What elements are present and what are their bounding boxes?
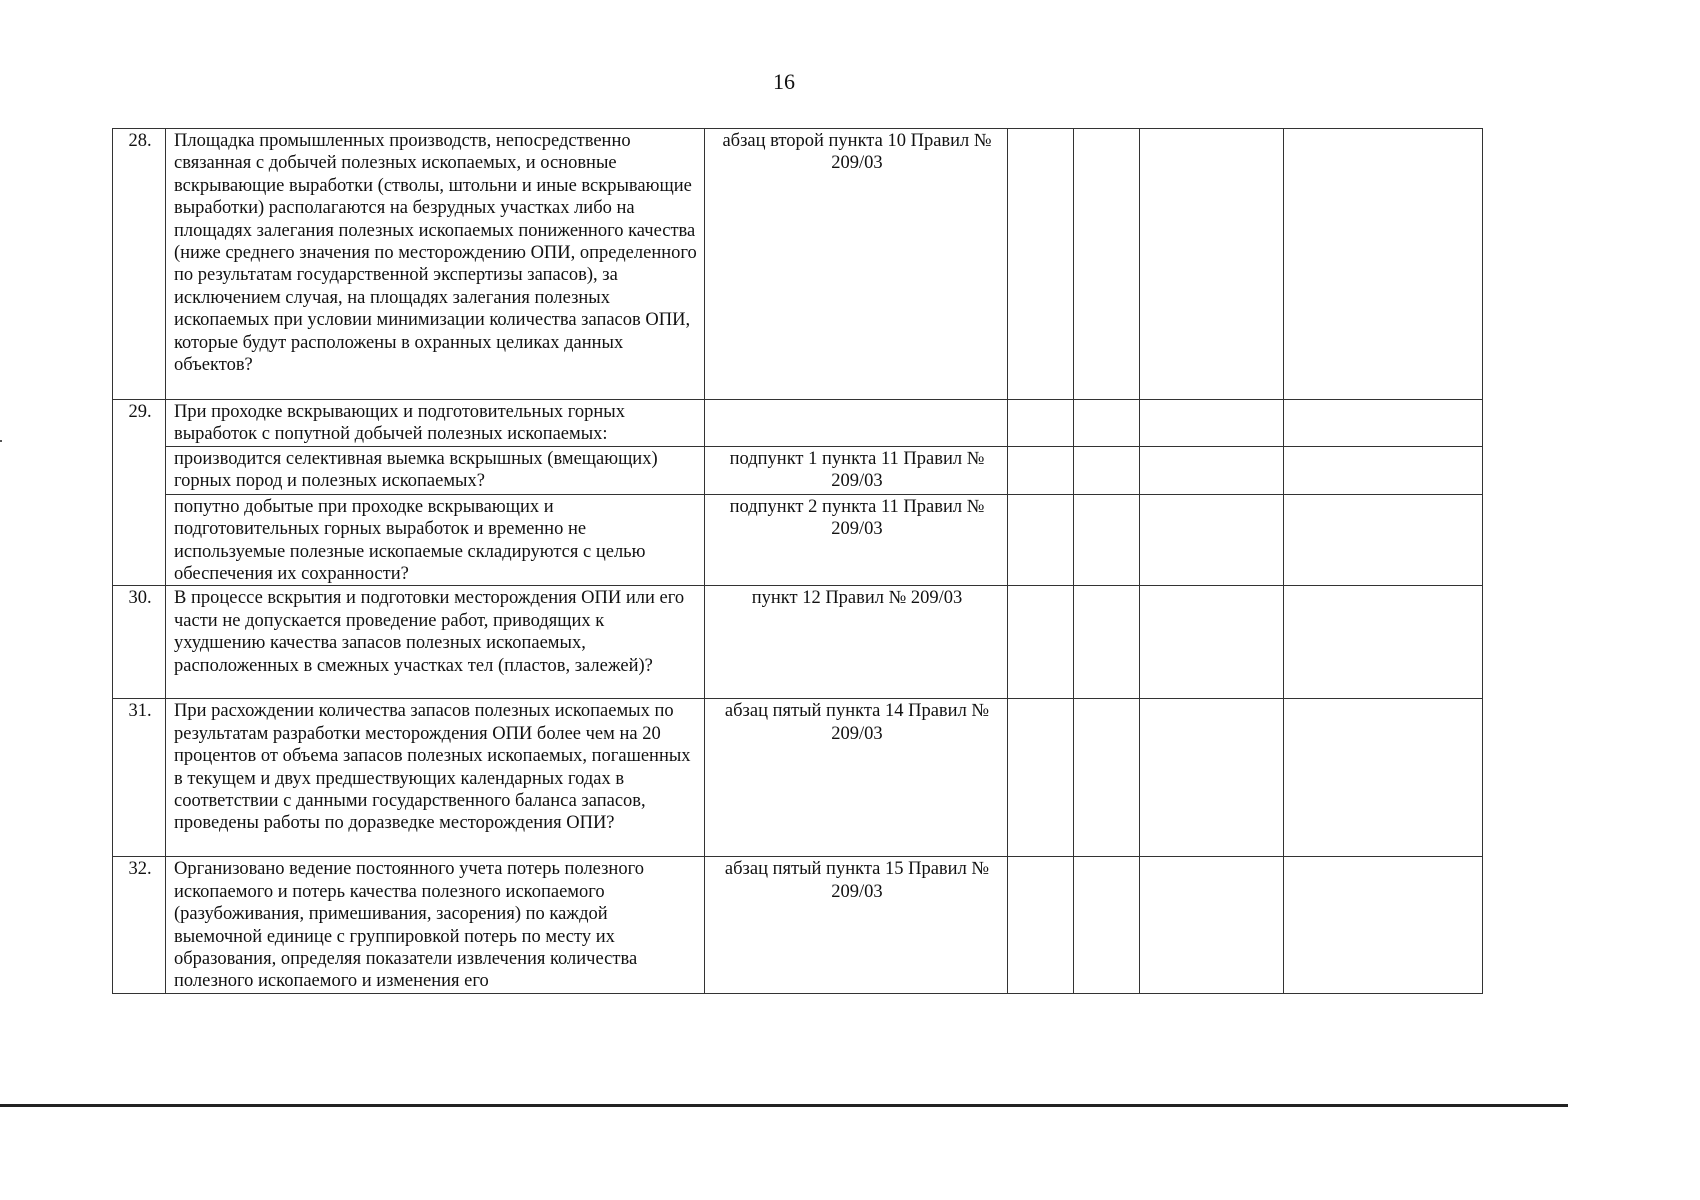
legal-reference: [705, 400, 1008, 447]
scan-artifact: [0, 440, 2, 442]
answer-cell-yes: [1008, 494, 1074, 586]
answer-cell-not-applicable: [1140, 446, 1284, 494]
answer-cell-no: [1074, 129, 1140, 400]
answer-cell-yes: [1008, 446, 1074, 494]
answer-cell-not-applicable: [1140, 129, 1284, 400]
legal-reference: пункт 12 Правил № 209/03: [705, 586, 1008, 699]
table-row: [113, 586, 1483, 699]
notes-cell: [1284, 446, 1483, 494]
answer-cell-yes: [1008, 129, 1074, 400]
question-text: При проходке вскрывающих и подготовительных горных выработок с попутной добычей полезных ископаемых:: [166, 400, 705, 447]
notes-cell: [1284, 586, 1483, 699]
legal-reference: подпункт 1 пункта 11 Правил № 209/03: [705, 446, 1008, 494]
row-number: 32.: [113, 857, 166, 993]
question-text: Организовано ведение постоянного учета потерь полезного ископаемого и потерь качества полезного ископаемого (разубоживания, примешивания, засорения) по каждой выемочной единице с группировкой потерь по месту их образования, определяя показатели извлечения количества полезного ископаемого и изменения его: [166, 857, 705, 993]
question-text: производится селективная выемка вскрышных (вмещающих) горных пород и полезных ископаемых?: [166, 446, 705, 494]
answer-cell-not-applicable: [1140, 494, 1284, 586]
answer-cell-no: [1074, 857, 1140, 993]
notes-cell: [1284, 400, 1483, 447]
legal-reference: абзац пятый пункта 14 Правил № 209/03: [705, 699, 1008, 857]
page-number: 16: [773, 69, 795, 94]
answer-cell-yes: [1008, 400, 1074, 447]
answer-cell-no: [1074, 699, 1140, 857]
legal-reference: абзац второй пункта 10 Правил № 209/03: [705, 129, 1008, 400]
table-row: [113, 857, 1483, 993]
answer-cell-not-applicable: [1140, 400, 1284, 447]
question-text: При расхождении количества запасов полезных ископаемых по результатам разработки месторождения ОПИ более чем на 20 процентов от объема запасов полезных ископаемых, погашенных в текущем и двух предшествующих календарных годах в соответствии с данными государственного баланса запасов, проведены работы по доразведке месторождения ОПИ?: [166, 699, 705, 857]
answer-cell-not-applicable: [1140, 857, 1284, 993]
question-text: попутно добытые при проходке вскрывающих и подготовительных горных выработок и временно не используемые полезные ископаемые складируются с целью обеспечения их сохранности?: [166, 494, 705, 586]
question-text: Площадка промышленных производств, непосредственно связанная с добычей полезных ископаемых, и основные вскрывающие выработки (стволы, штольни и иные вскрывающие выработки) располагаются на безрудных участках либо на площадях залегания полезных ископаемых пониженного качества (ниже среднего значения по месторождению ОПИ, определенного по результатам государственной экспертизы запасов), за исключением случая, на площадях залегания полезных ископаемых при условии минимизации количества запасов ОПИ, которые будут расположены в охранных целиках данных объектов?: [166, 129, 705, 400]
answer-cell-yes: [1008, 586, 1074, 699]
table-row: [113, 699, 1483, 857]
answer-cell-no: [1074, 494, 1140, 586]
answer-cell-no: [1074, 446, 1140, 494]
notes-cell: [1284, 857, 1483, 993]
answer-cell-no: [1074, 400, 1140, 447]
notes-cell: [1284, 494, 1483, 586]
legal-reference: абзац пятый пункта 15 Правил № 209/03: [705, 857, 1008, 993]
row-number: 28.: [113, 129, 166, 400]
answer-cell-not-applicable: [1140, 586, 1284, 699]
table-row: [113, 129, 1483, 400]
checklist-table: [112, 128, 1483, 994]
notes-cell: [1284, 699, 1483, 857]
row-number: 30.: [113, 586, 166, 699]
table-row: [113, 400, 1483, 447]
question-text: В процессе вскрытия и подготовки месторождения ОПИ или его части не допускается проведение работ, приводящих к ухудшению качества запасов полезных ископаемых, расположенных в смежных участках тел (пластов, залежей)?: [166, 586, 705, 699]
table-subrow: [113, 446, 1483, 494]
notes-cell: [1284, 129, 1483, 400]
answer-cell-no: [1074, 586, 1140, 699]
row-number: 31.: [113, 699, 166, 857]
answer-cell-yes: [1008, 699, 1074, 857]
table-subrow: [113, 494, 1483, 586]
answer-cell-yes: [1008, 857, 1074, 993]
row-number: 29.: [113, 400, 166, 586]
answer-cell-not-applicable: [1140, 699, 1284, 857]
legal-reference: подпункт 2 пункта 11 Правил № 209/03: [705, 494, 1008, 586]
page-bottom-edge: [0, 1104, 1568, 1107]
